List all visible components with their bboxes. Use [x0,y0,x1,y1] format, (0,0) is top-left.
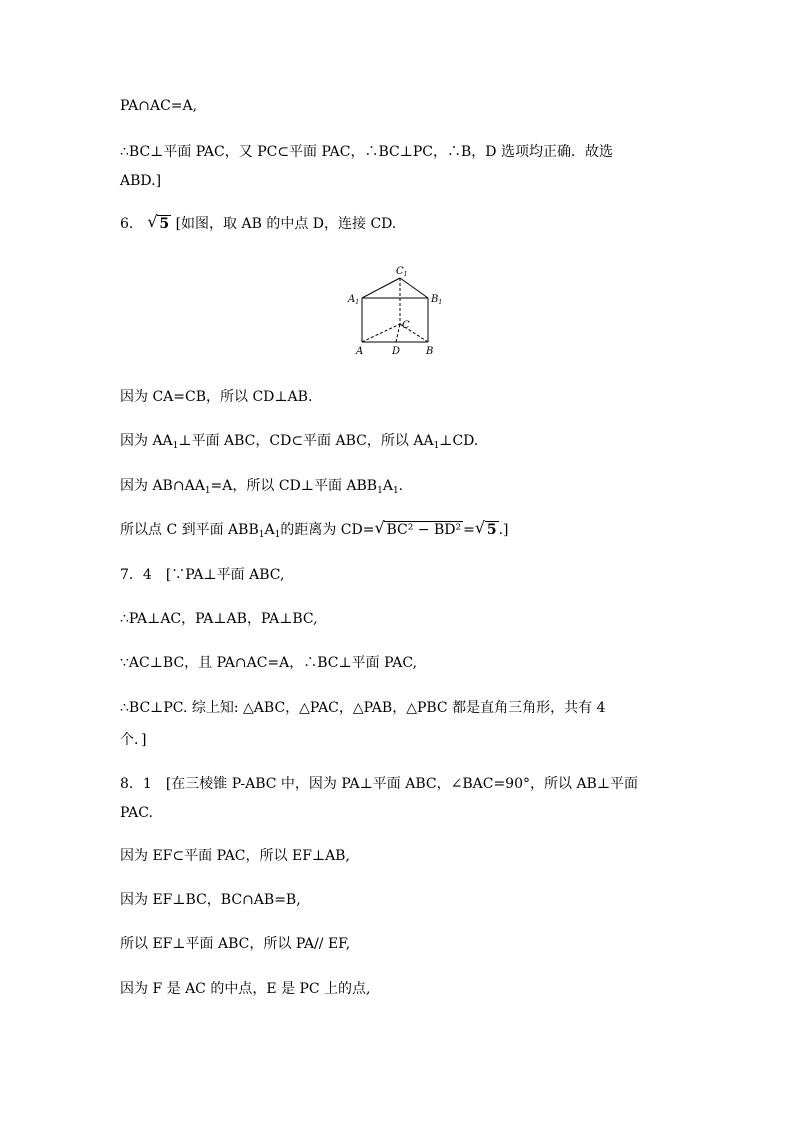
subscript: 1 [433,441,440,451]
label-b1: $B_1$ [431,294,443,306]
subscript: 1 [377,486,383,496]
label-c1: $C_1$ [396,266,408,278]
text-line-11: ∵AC⊥BC，且 PA∩AC=A，∴BC⊥平面 PAC, [120,655,418,671]
text-segment: A [382,478,393,494]
label-b: B [426,346,434,357]
item-number: 6． [120,216,143,232]
text-segment: = [463,522,475,538]
text-segment: A [264,522,275,538]
subscript: 1 [392,486,399,496]
text-line-9: 7．4 [∵PA⊥平面 ABC, [120,567,285,583]
text-segment: =A，所以 CD⊥平面 ABB [210,478,378,494]
text-line-17: 因为 EF⊥BC，BC∩AB=B, [120,892,301,908]
text-segment: 所以点 C 到平面 ABB [120,522,259,538]
label-c: C [402,320,410,331]
text-segment: 因为 AA [120,433,173,449]
prism-diagram [340,262,450,362]
prism-figure [340,262,450,366]
text-line-13: 个．] [120,732,147,748]
text-line-19: 因为 F 是 AC 的中点，E 是 PC 上的点, [120,981,371,997]
subscript: 1 [172,441,179,451]
sqrt-expression: √ BC² − BD² [374,518,462,538]
label-d: D [392,346,401,357]
text-line-16: 因为 EF⊂平面 PAC，所以 EF⊥AB, [120,848,350,864]
subscript: 1 [258,530,265,540]
text-line-10: ∴PA⊥AC，PA⊥AB，PA⊥BC, [120,611,318,627]
label-a1: $A_1$ [348,294,360,306]
text-line-4-rest: [如图，取 AB 的中点 D，连接 CD. [175,216,397,232]
text-line-18: 所以 EF⊥平面 ABC，所以 PA// EF, [120,936,351,952]
subscript: 1 [274,530,281,540]
text-segment: .] [498,522,509,538]
text-line-12: ∴BC⊥PC. 综上知: △ABC，△PAC，△PAB，△PBC 都是直角三角形，共有 4 [120,700,606,716]
text-segment: . [398,478,404,494]
text-line-8 [120,518,509,544]
text-line-15: PAC. [120,805,153,821]
text-segment: ⊥CD. [439,433,479,449]
subscript: 1 [204,486,211,496]
text-line-6 [120,432,478,455]
text-segment: 因为 AB∩AA [120,478,205,494]
text-line-2: ∴BC⊥平面 PAC，又 PC⊂平面 PAC，∴BC⊥PC，∴B，D 选项均正确．故选 [120,144,613,160]
sqrt-expression: √ 5 [147,212,170,232]
text-line-1: PA∩AC=A, [120,98,198,114]
sqrt-expression: √ 5 [474,518,497,538]
text-segment: ⊥平面 ABC，CD⊂平面 ABC，所以 AA [178,433,434,449]
text-line-4 [120,212,397,233]
text-line-14: 8．1 [在三棱锥 P-ABC 中，因为 PA⊥平面 ABC，∠BAC=90°，所以 AB⊥平面 [120,776,639,792]
text-segment: 的距离为 CD= [280,522,375,538]
text-line-5: 因为 CA=CB，所以 CD⊥AB. [120,389,313,405]
label-a: A [356,346,364,357]
text-line-7 [120,477,403,500]
text-line-3: ABD.] [120,173,162,189]
